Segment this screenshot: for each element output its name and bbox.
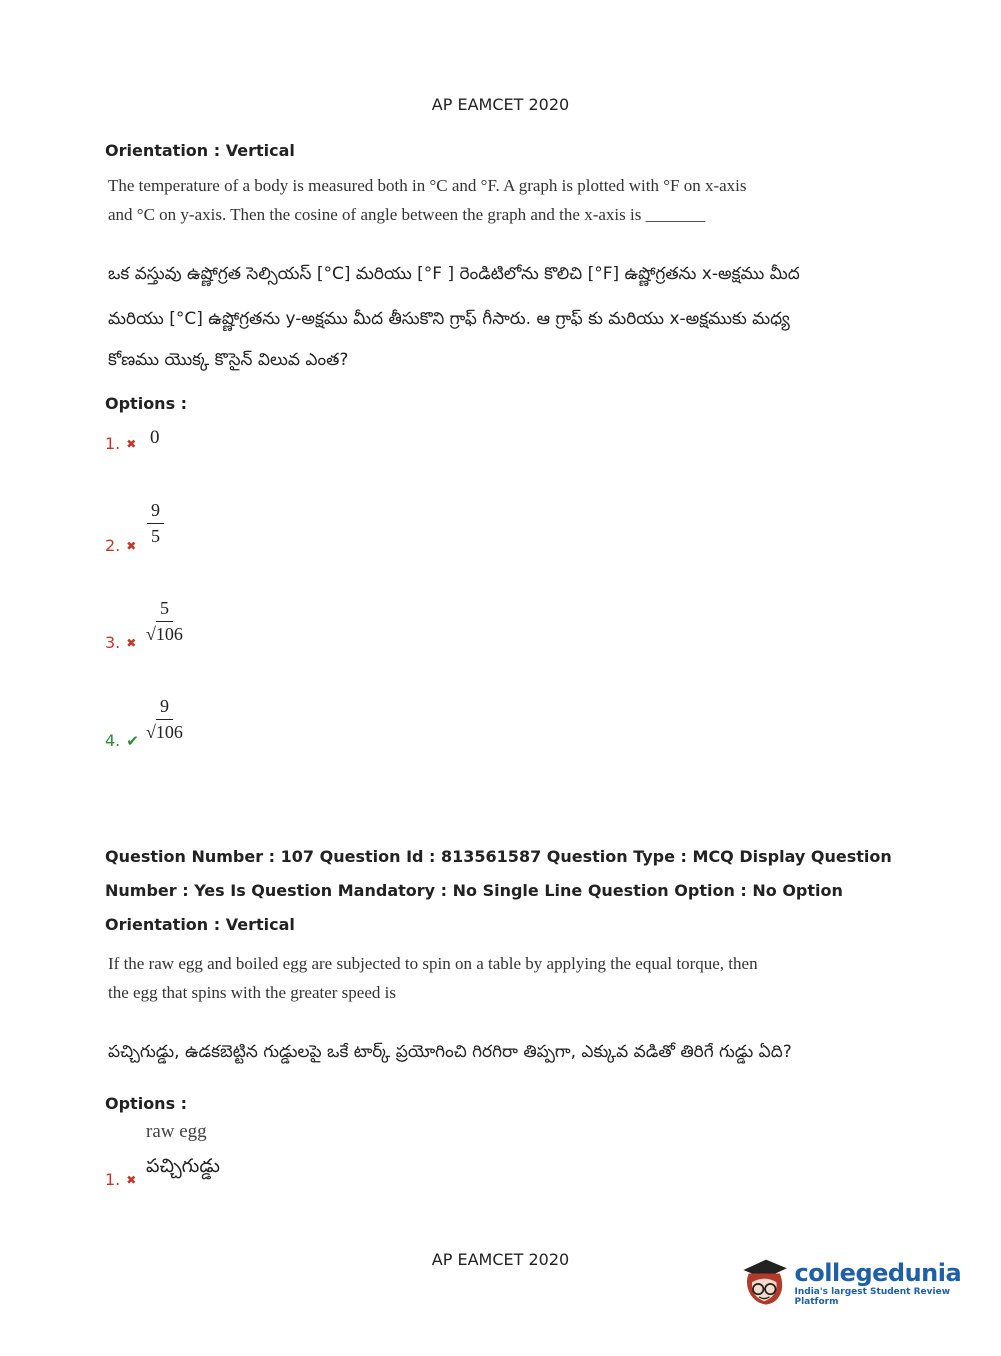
q106-option-4-fraction xyxy=(146,696,183,743)
q106-option-1 xyxy=(105,434,136,453)
correct-check-icon: ✔ xyxy=(126,731,139,750)
logo-tagline: India's largest Student Review Platform xyxy=(794,1287,951,1307)
denominator: √106 xyxy=(146,722,183,742)
wrong-mark-icon: ✖ xyxy=(126,1172,137,1187)
q107-option-1-telugu: పచ్చిగుడ్డు xyxy=(146,1155,220,1177)
q106-option-3 xyxy=(105,633,136,652)
q107-orientation: Orientation : Vertical xyxy=(105,915,295,934)
q107-meta-line2: Number : Yes Is Question Mandatory : No Single Line Question Option : No Option xyxy=(105,881,843,900)
q107-meta-line1: Question Number : 107 Question Id : 813561587 Question Type : MCQ Display Question xyxy=(105,847,892,866)
q106-orientation: Orientation : Vertical xyxy=(105,141,295,160)
mascot-icon xyxy=(740,1252,789,1314)
q106-telugu-line2: మరియు [°C] ఉష్ణోగ్రతను y-అక్షము మీద తీసుకొని గ్రాఫ్ గీసారు. ఆ గ్రాఫ్ కు మరియు x-అక్షముకు మధ్య xyxy=(108,309,790,329)
q106-option-3-fraction xyxy=(146,598,183,645)
q106-text-line2: and °C on y-axis. Then the cosine of angle between the graph and the x-axis is _______ xyxy=(108,205,706,224)
page-header: AP EAMCET 2020 xyxy=(431,95,570,114)
numerator: 9 xyxy=(147,500,164,524)
q107-option-1-english: raw egg xyxy=(146,1121,207,1142)
numerator: 9 xyxy=(156,696,173,720)
q106-telugu-line3: కోణము యొక్క కొసైన్ విలువ ఎంత? xyxy=(108,350,349,370)
q107-text-line2: the egg that spins with the greater speed is xyxy=(108,983,396,1002)
option-number: 1. xyxy=(105,1170,121,1189)
q106-telugu-line1: ఒక వస్తువు ఉష్ణోగ్రత సెల్సియస్ [°C] మరియు [°F ] రెండిటిలోను కొలిచి [°F] ఉష్ణోగ్రతను x-అక్షము మీద xyxy=(108,264,800,284)
q106-option-2 xyxy=(105,536,136,555)
denominator: √106 xyxy=(146,624,183,644)
option-number: 3. xyxy=(105,633,121,652)
q106-option-1-value: 0 xyxy=(150,427,160,448)
option-number: 2. xyxy=(105,536,121,555)
q106-text-line1: The temperature of a body is measured both in °C and °F. A graph is plotted with °F on x-axis xyxy=(108,176,747,195)
q107-telugu-line1: పచ్చిగుడ్డు, ఉడకబెట్టిన గుడ్డులపై ఒకే టార్క్ ప్రయోగించి గిరగిరా తిప్పగా, ఎక్కువ వడితో తిరిగే గుడ్డు ఏది? xyxy=(108,1042,792,1062)
option-number: 4. xyxy=(105,731,121,750)
denominator: 5 xyxy=(151,526,160,546)
q106-option-2-fraction xyxy=(147,500,164,547)
q107-options-label: Options : xyxy=(105,1094,188,1113)
wrong-mark-icon: ✖ xyxy=(126,436,137,451)
numerator: 5 xyxy=(156,598,173,622)
collegedunia-logo xyxy=(740,1248,970,1318)
q106-option-4 xyxy=(105,731,139,750)
wrong-mark-icon: ✖ xyxy=(126,635,137,650)
wrong-mark-icon: ✖ xyxy=(126,538,137,553)
q107-option-1 xyxy=(105,1170,136,1189)
option-number: 1. xyxy=(105,434,121,453)
page-footer: AP EAMCET 2020 xyxy=(431,1250,570,1269)
q106-options-label: Options : xyxy=(105,394,188,413)
q107-text-line1: If the raw egg and boiled egg are subjected to spin on a table by applying the equal torque, then xyxy=(108,954,758,973)
logo-brand-text: collegedunia xyxy=(794,1259,962,1287)
